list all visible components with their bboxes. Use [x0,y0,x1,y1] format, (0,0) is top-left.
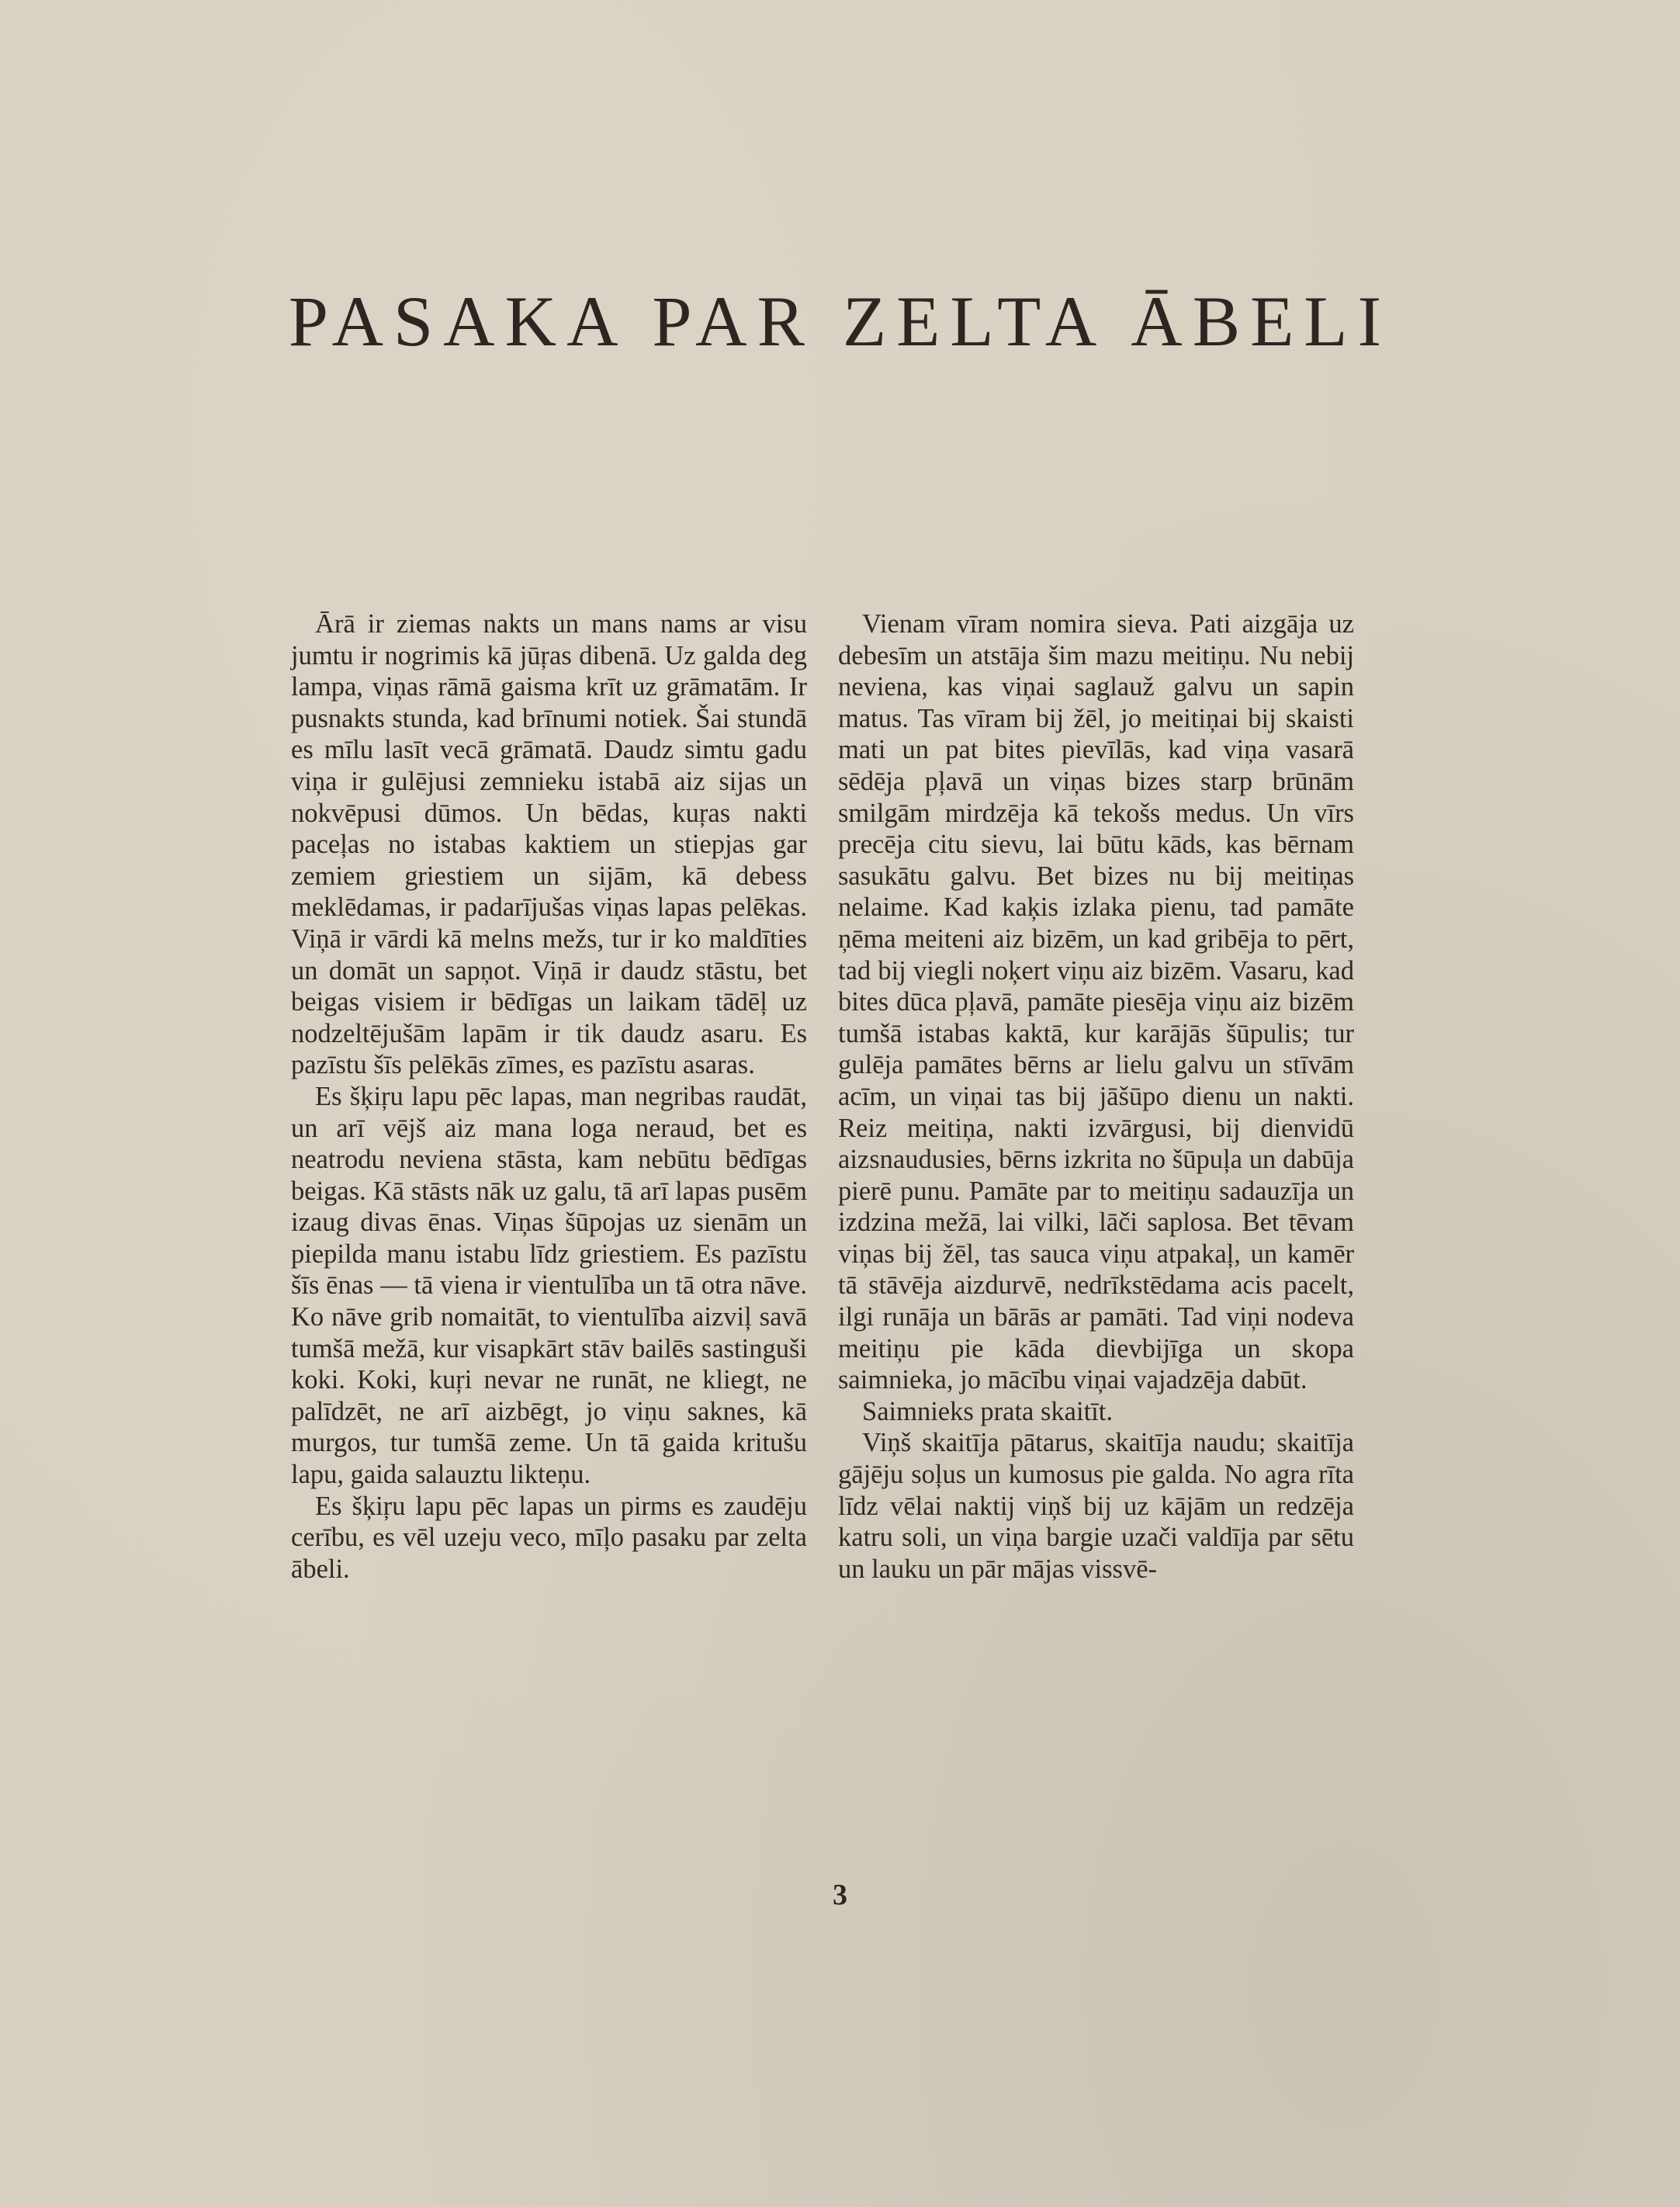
paragraph: Ārā ir ziemas nakts un mans nams ar visu jumtu ir nogrimis kā jūŗas dibenā. Uz galda deg lampa, viņas rāmā gaisma krīt uz grāmatām. Ir pusnakts stunda, kad brīnumi notiek. Šai stundā es mīlu lasīt vecā grāmatā. Daudz simtu gadu viņa ir gulējusi zemnieku istabā aiz sijas un nokvēpusi dūmos. Un bēdas, kuŗas nakti paceļas no istabas kaktiem un stiepjas gar zemiem griestiem un sijām, kā debess meklēdamas, ir padarījušas viņas lapas pelēkas. Viņā ir vārdi kā melns mežs, tur ir ko maldīties un domāt un sapņot. Viņā ir daudz stāstu, bet beigas visiem ir bēdīgas un laikam tādēļ uz nodzeltējušām lapām ir tik daudz asaru. Es pazīstu šīs pelēkās zīmes, es pazīstu asaras. [291,609,807,1080]
page-number: 3 [833,1879,847,1911]
left-column [291,608,807,1585]
chapter-title: PASAKA PAR ZELTA ĀBELI [288,282,1392,361]
paragraph: Viņš skaitīja pātarus, skaitīja naudu; skaitīja gājēju soļus un kumosus pie galda. No agra rīta līdz vēlai naktij viņš bij uz kājām un redzēja katru soli, un viņa bargie uzači valdīja par sētu un lauku un pār mājas vissvē- [838,1428,1354,1584]
right-column [838,608,1354,1585]
paragraph: Es šķiŗu lapu pēc lapas, man negribas raudāt, un arī vējš aiz mana loga neraud, bet es neatrodu neviena stāsta, kam nebūtu bēdīgas beigas. Kā stāsts nāk uz galu, tā arī lapas pusēm izaug divas ēnas. Viņas šūpojas uz sienām un piepilda manu istabu līdz griestiem. Es pazīstu šīs ēnas — tā viena ir vientulība un tā otra nāve. Ko nāve grib nomaitāt, to vientulība aizviļ savā tumšā mežā, kur visapkārt stāv bailēs sastinguši koki. Koki, kuŗi nevar ne runāt, ne kliegt, ne palīdzēt, ne arī aizbēgt, jo viņu saknes, kā murgos, tur tumšā zeme. Un tā gaida kritušu lapu, gaida salauztu likteņu. [291,1081,807,1490]
paragraph: Es šķiŗu lapu pēc lapas un pirms es zaudēju cerību, es vēl uzeju veco, mīļo pasaku par zelta ābeli. [291,1491,807,1584]
paragraph: Saimnieks prata skaitīt. [862,1396,1113,1426]
paragraph: Vienam vīram nomira sieva. Pati aizgāja uz debesīm un atstāja šim mazu meitiņu. Nu nebij neviena, kas viņai saglauž galvu un sapin matus. Tas vīram bij žēl, jo meitiņai bij skaisti mati un pat bites pievīlās, kad viņa vasarā sēdēja pļavā un viņas bizes starp brūnām smilgām mirdzēja kā tekošs medus. Un vīrs precēja citu sievu, lai būtu kāds, kas bērnam sasukātu galvu. Bet bizes nu bij meitiņas nelaime. Kad kaķis izlaka pienu, tad pamāte ņēma meiteni aiz bizēm, un kad gribēja to pērt, tad bij viegli noķert viņu aiz bizēm. Vasaru, kad bites dūca pļavā, pamāte piesēja viņu aiz bizēm tumšā istabas kaktā, kur karājās šūpulis; tur gulēja pamātes bērns ar lielu galvu un stīvām acīm, un viņai tas bij jāšūpo dienu un nakti. Reiz meitiņa, nakti izvārgusi, bij dienvidū aizsnaudusies, bērns izkrita no šūpuļa un dabūja pierē punu. Pamāte par to meitiņu sadauzīja un izdzina mežā, lai vilki, lāči saplosa. Bet tēvam viņas bij žēl, tas sauca viņu atpakaļ, un kamēr tā stāvēja aizdurvē, nedrīkstēdama acis pacelt, ilgi runāja un bārās ar pamāti. Tad viņi nodeva meitiņu pie kāda dievbijīga un skopa saimnieka, jo mācību viņai vajadzēja dabūt. [838,609,1354,1395]
